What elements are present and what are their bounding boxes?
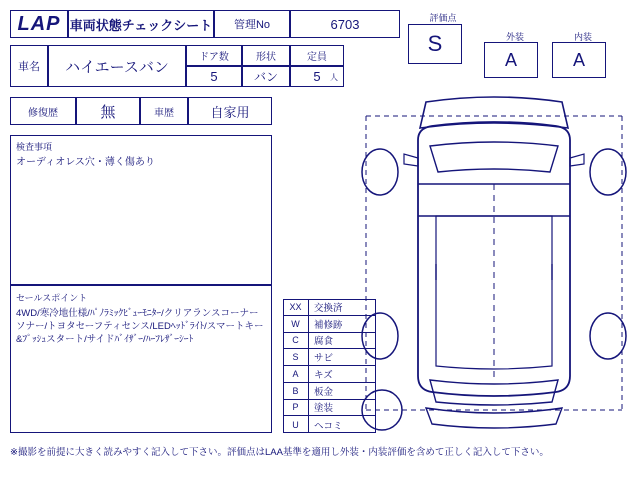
legend-desc: 塗装 bbox=[314, 403, 334, 415]
seat-count-value: 5 bbox=[290, 66, 344, 87]
legend-code: S bbox=[283, 349, 309, 365]
legend-desc: 交換済 bbox=[314, 302, 343, 314]
interior-label: 内装 bbox=[573, 31, 592, 42]
sales-point-text: 4WD/寒冷地仕様/ﾊﾟﾉﾗﾐｯｸﾋﾞｭｰﾓﾆﾀｰ/クリアランスコーナーソナー/トヨタセーフティセンス/LEDﾍｯﾄﾞﾗｲﾄ/スマートキー&ﾌﾟｯｼｭスタート/サイドﾊﾞｲｻﾞｰ/ﾊｰﾌﾚｻﾞｰｼｰﾄ bbox=[16, 308, 264, 345]
inspection-title: 検査事項 bbox=[16, 142, 53, 152]
page-title: 車両状態チェックシート bbox=[68, 10, 214, 38]
manage-no-label: 管理No bbox=[214, 10, 290, 38]
vehicle-history-value: 自家用 bbox=[188, 97, 272, 125]
door-count-label: ドア数 bbox=[186, 45, 242, 66]
rating-label: 評価点 bbox=[429, 12, 457, 23]
seat-count-label: 定員 bbox=[290, 45, 344, 66]
rating-value: S bbox=[408, 24, 462, 64]
logo-text: LAP bbox=[17, 12, 61, 35]
legend-code: XX bbox=[283, 299, 309, 315]
car-name-label: 車名 bbox=[10, 45, 48, 87]
legend-code: P bbox=[283, 400, 309, 416]
legend-desc: ヘコミ bbox=[314, 420, 343, 432]
car-name-value: ハイエースバン bbox=[48, 45, 186, 87]
vehicle-diagram bbox=[356, 88, 632, 438]
manage-no-value: 6703 bbox=[290, 10, 400, 38]
legend-code: A bbox=[283, 366, 309, 382]
legend-desc: 板金 bbox=[314, 386, 334, 398]
legend-code: C bbox=[283, 333, 309, 349]
legend-desc: サビ bbox=[314, 353, 334, 365]
exterior-value: A bbox=[484, 42, 538, 78]
footer-note: ※撮影を前提に大きく読みやすく記入して下さい。評価点はLAA基準を適用し外装・内装評価を含めて正しく記入して下さい。 bbox=[10, 447, 549, 458]
body-shape-value: バン bbox=[242, 66, 290, 87]
vehicle-history-label: 車歴 bbox=[140, 97, 188, 125]
sales-point-title: セールスポイント bbox=[16, 293, 88, 303]
legend-desc: キズ bbox=[314, 369, 333, 381]
exterior-label: 外装 bbox=[505, 31, 524, 42]
legend-code: U bbox=[283, 416, 309, 433]
legend-desc: 腐食 bbox=[314, 336, 334, 348]
vehicle-outline-svg bbox=[356, 88, 632, 438]
inspection-text: オーディオレス穴・薄く傷あり bbox=[16, 157, 155, 168]
repair-history-value: 無 bbox=[76, 97, 140, 125]
legend-code: B bbox=[283, 383, 309, 399]
repair-history-label: 修復歴 bbox=[10, 97, 76, 125]
seat-count-unit: 人 bbox=[330, 73, 338, 82]
interior-value: A bbox=[552, 42, 606, 78]
legend-desc: 補修跡 bbox=[314, 319, 343, 331]
body-shape-label: 形状 bbox=[242, 45, 290, 66]
door-count-value: 5 bbox=[186, 66, 242, 87]
lap-logo bbox=[10, 10, 68, 38]
legend-code: W bbox=[283, 316, 309, 332]
